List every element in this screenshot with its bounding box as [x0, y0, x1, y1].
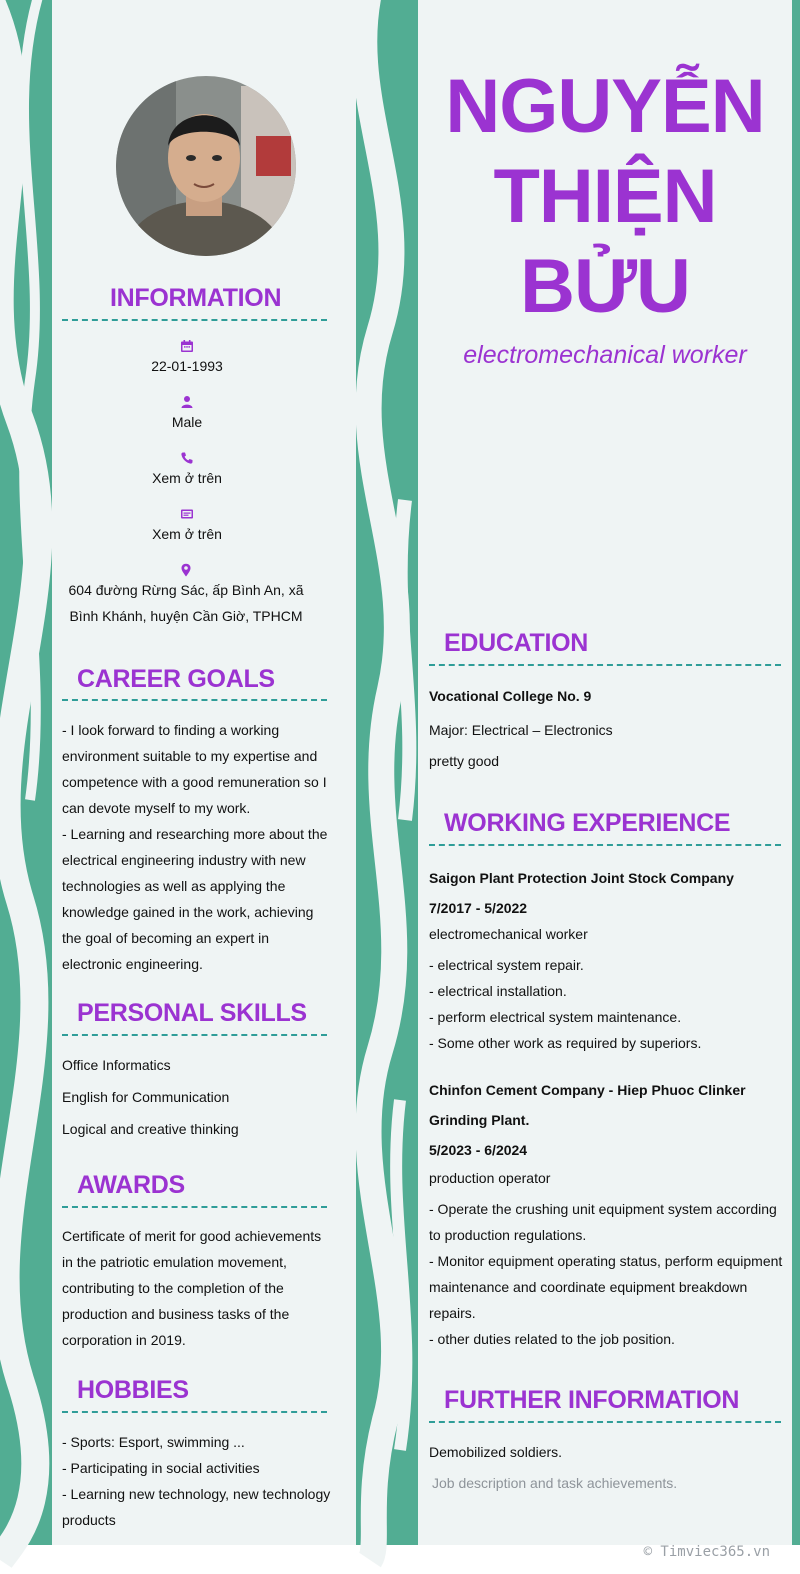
name-line: THIỆN [493, 154, 717, 239]
working-experience-divider [429, 844, 781, 846]
further-information-divider [429, 1421, 781, 1423]
career-goals-text: - I look forward to finding a working environment suitable to my expertise and competence with a good remuneration so I can devote myself to my work. - Learning and researching more about the electrical engineering industry with new technologies as well as applying the knowledge gained in the work, achieving the goal of becoming an expert in electronic engineering. [62, 722, 328, 972]
info-gender [62, 395, 312, 435]
phone-value: Xem ở trên [152, 470, 222, 486]
calendar-icon [180, 339, 194, 353]
job-details: - Operate the crushing unit equipment system according to production regulations. - Monitor equipment operating status, perform equipment maintenance and coordinate equipment breakdown repairs. - other duties related to the job position. [429, 1201, 783, 1347]
info-phone [62, 451, 312, 491]
further-information-text: Demobilized soldiers. [429, 1444, 563, 1460]
email-value: Xem ở trên [152, 526, 222, 542]
watermark: © Timviec365.vn [643, 1544, 770, 1560]
user-icon [180, 395, 194, 409]
further-information-placeholder: Job description and task achievements. [432, 1475, 678, 1491]
education-heading: EDUCATION [444, 629, 589, 657]
info-address [64, 563, 308, 629]
job-period: 7/2017 - 5/2022 [429, 900, 528, 916]
candidate-name [430, 62, 780, 332]
job-title: electromechanical worker [463, 341, 747, 369]
awards-text: Certificate of merit for good achievements in the patriotic emulation movement, contributing to the completion of the production and business tasks of the corporation in 2019. [62, 1228, 322, 1348]
job-company: Chinfon Cement Company - Hiep Phuoc Clinker Grinding Plant. [429, 1082, 746, 1128]
phone-icon [180, 451, 194, 465]
email-icon [180, 507, 194, 521]
further-information-heading: FURTHER INFORMATION [444, 1386, 740, 1414]
education-divider [429, 664, 781, 666]
job-position: production operator [429, 1170, 551, 1186]
name-line: NGUYỄN [445, 64, 765, 149]
gender-value: Male [171, 414, 203, 430]
skill-item: Office Informatics [62, 1057, 171, 1073]
career-goals-divider [62, 699, 327, 701]
location-icon [179, 563, 193, 577]
name-line: BỬU [520, 244, 690, 329]
info-birthdate [62, 339, 312, 379]
job-period: 5/2023 - 6/2024 [429, 1142, 528, 1158]
info-email [62, 507, 312, 547]
hobbies-text: - Sports: Esport, swimming ... - Participating in social activities - Learning new technology, new technology products [62, 1434, 331, 1528]
school-name: Vocational College No. 9 [429, 688, 592, 704]
education-major: Major: Electrical – Electronics [429, 722, 613, 738]
job-position: electromechanical worker [429, 926, 588, 942]
personal-skills-heading: PERSONAL SKILLS [77, 999, 307, 1027]
job-company: Saigon Plant Protection Joint Stock Company [429, 870, 734, 886]
information-heading: INFORMATION [110, 284, 282, 312]
hobbies-heading: HOBBIES [77, 1376, 189, 1404]
education-grade: pretty good [429, 753, 500, 769]
information-divider [62, 319, 327, 321]
address-value: 604 đường Rừng Sác, ấp Bình An, xã Bình Khánh, huyện Cần Giờ, TPHCM [68, 582, 304, 624]
skill-item: Logical and creative thinking [62, 1121, 239, 1137]
skill-item: English for Communication [62, 1089, 230, 1105]
awards-heading: AWARDS [77, 1171, 185, 1199]
personal-skills-divider [62, 1034, 327, 1036]
working-experience-heading: WORKING EXPERIENCE [444, 809, 731, 837]
birthdate-value: 22-01-1993 [151, 358, 223, 374]
career-goals-heading: CAREER GOALS [77, 665, 275, 693]
hobbies-divider [62, 1411, 327, 1413]
job-details: - electrical system repair. - electrical installation. - perform electrical system maintenance. - Some other work as required by superiors. [429, 957, 702, 1051]
awards-divider [62, 1206, 327, 1208]
avatar [116, 76, 296, 256]
